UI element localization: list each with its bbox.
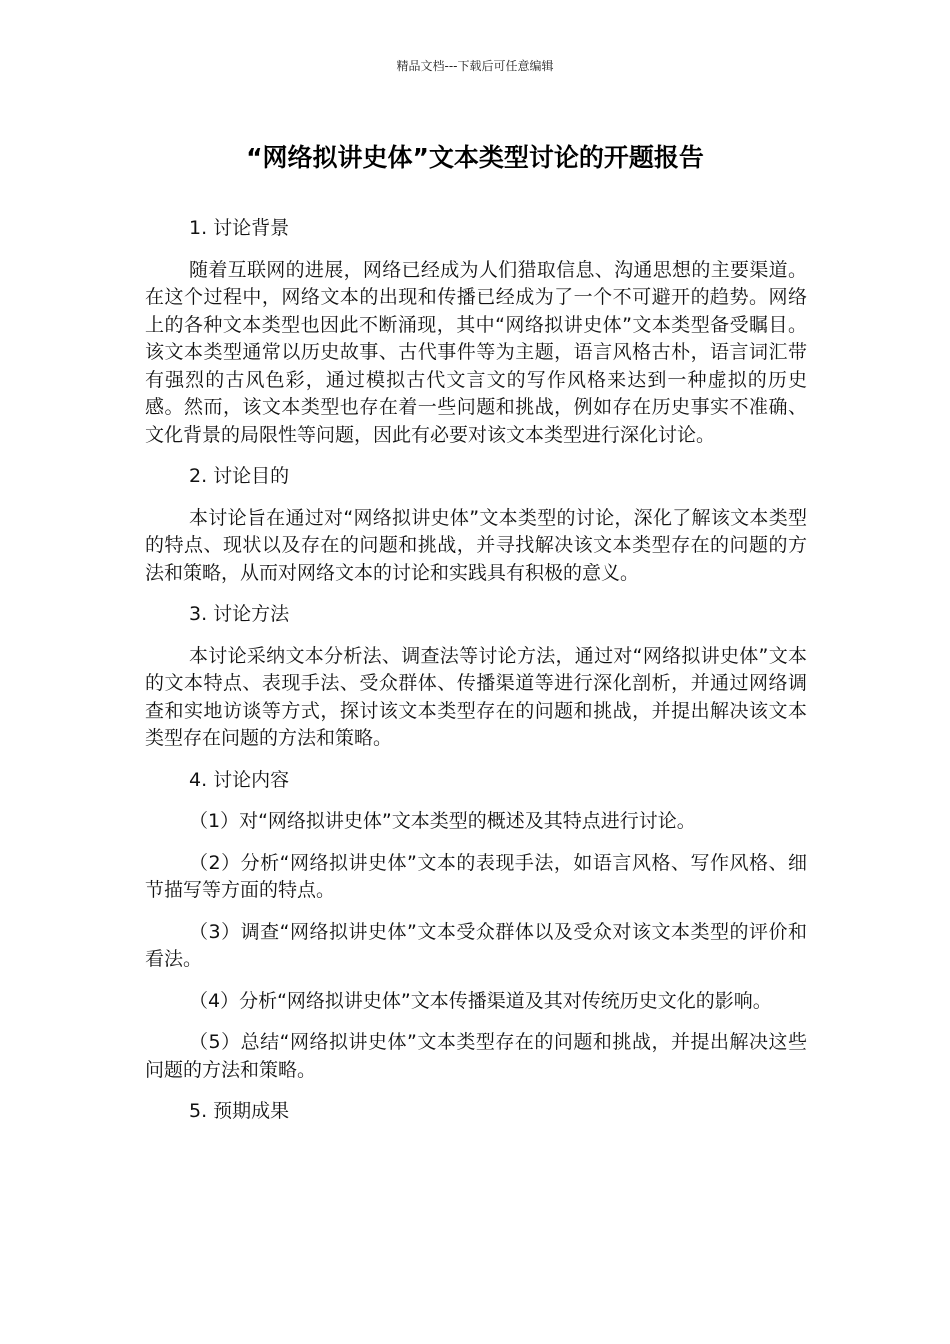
page-header-note: 精品文档---下载后可任意编辑 — [396, 59, 554, 73]
section-heading-purpose: 2. 讨论目的 — [189, 465, 290, 487]
section-heading-method: 3. 讨论方法 — [189, 603, 290, 625]
section-heading-expected-results: 5. 预期成果 — [189, 1100, 290, 1122]
section-paragraph-purpose: 本讨论旨在通过对“网络拟讲史体”文本类型的讨论，深化了解该文本类型的特点、现状以及存在的问题和挑战，并寻找解决该文本类型存在的问题的方法和策略，从而对网络文本的讨论和实践具有积极的意义。 — [145, 506, 807, 584]
section-heading-background: 1. 讨论背景 — [189, 217, 290, 239]
content-list-item: （5）总结“网络拟讲史体”文本类型存在的问题和挑战，并提出解决这些问题的方法和策略。 — [145, 1031, 807, 1081]
section-paragraph-background: 随着互联网的进展，网络已经成为人们猎取信息、沟通思想的主要渠道。在这个过程中，网络文本的出现和传播已经成为了一个不可避开的趋势。网络上的各种文本类型也因此不断涌现，其中“网络拟讲史体”文本类型备受瞩目。该文本类型通常以历史故事、古代事件等为主题，语言风格古朴，语言词汇带有强烈的古风色彩，通过模拟古代文言文的写作风格来达到一种虚拟的历史感。然而，该文本类型也存在着一些问题和挑战，例如存在历史事实不准确、文化背景的局限性等问题，因此有必要对该文本类型进行深化讨论。 — [145, 258, 807, 446]
document-body — [145, 215, 807, 1140]
content-list-item: （3）调查“网络拟讲史体”文本受众群体以及受众对该文本类型的评价和看法。 — [145, 920, 807, 970]
content-list-item: （4）分析“网络拟讲史体”文本传播渠道及其对传统历史文化的影响。 — [189, 989, 772, 1012]
section-paragraph-method: 本讨论采纳文本分析法、调查法等讨论方法，通过对“网络拟讲史体”文本的文本特点、表现手法、受众群体、传播渠道等进行深化剖析，并通过网络调查和实地访谈等方式，探讨该文本类型存在的问题和挑战，并提出解决该文本类型存在问题的方法和策略。 — [145, 644, 807, 749]
document-title: “网络拟讲史体”文本类型讨论的开题报告 — [246, 143, 704, 172]
content-list-item: （1）对“网络拟讲史体”文本类型的概述及其特点进行讨论。 — [189, 810, 696, 832]
section-heading-content: 4. 讨论内容 — [189, 768, 290, 791]
content-list-item: （2）分析“网络拟讲史体”文本的表现手法，如语言风格、写作风格、细节描写等方面的特点。 — [145, 851, 807, 901]
